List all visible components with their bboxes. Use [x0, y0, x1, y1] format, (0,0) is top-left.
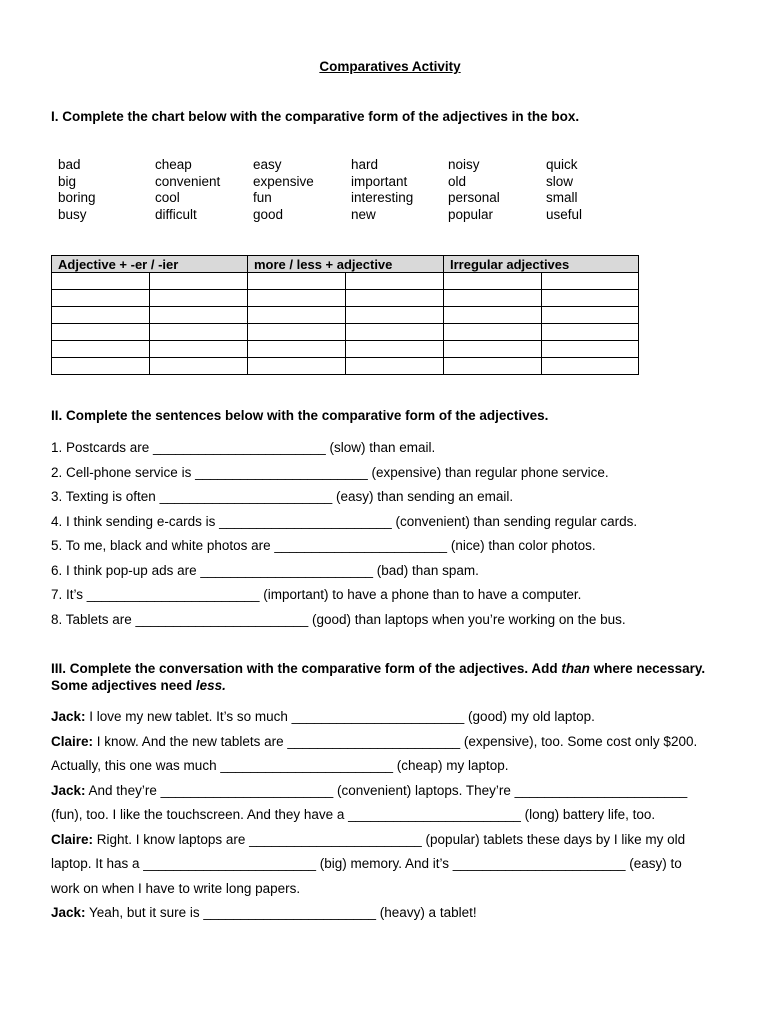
conversation-line — [51, 757, 741, 782]
chart-header-er-ier: Adjective + -er / -ier — [52, 256, 248, 273]
speaker-name: Jack: — [51, 782, 86, 798]
sentence-item: 7. It’s _______________________ (important) to have a phone than to have a computer. — [51, 587, 582, 602]
conversation-text: Right. I know laptops are _______________________ (popular) tablets these days by I like my old — [93, 831, 686, 847]
chart-cell[interactable] — [542, 273, 639, 290]
word-item: important — [351, 173, 408, 189]
sentence-item: 4. I think sending e-cards is _______________________ (convenient) than sending regular cards. — [51, 513, 638, 529]
word-item: boring — [58, 190, 96, 205]
chart-cell[interactable] — [248, 324, 346, 341]
word-item: quick — [546, 157, 578, 172]
word-item: small — [546, 190, 578, 205]
conversation-line — [51, 733, 741, 758]
conversation-line — [51, 831, 741, 856]
chart-cell[interactable] — [444, 341, 542, 358]
word-item: difficult — [155, 206, 197, 222]
speaker-name: Claire: — [51, 831, 94, 847]
section3-heading-emphasis: than — [561, 661, 590, 676]
chart-cell[interactable] — [542, 290, 639, 307]
chart-cell[interactable] — [346, 358, 444, 375]
chart-cell[interactable] — [444, 358, 542, 375]
chart-cell[interactable] — [52, 307, 150, 324]
sentence-item: 5. To me, black and white photos are _______________________ (nice) than color photos. — [51, 538, 596, 553]
chart-row — [52, 307, 639, 324]
chart-cell[interactable] — [444, 324, 542, 341]
chart-cell[interactable] — [52, 324, 150, 341]
chart-cell[interactable] — [444, 307, 542, 324]
chart-cell[interactable] — [52, 273, 150, 290]
chart-cell[interactable] — [346, 307, 444, 324]
conversation-line — [51, 880, 741, 905]
conversation-text: (fun), too. I like the touchscreen. And they have a _______________________ (long) battery life, too. — [51, 807, 656, 822]
chart-cell[interactable] — [150, 324, 248, 341]
word-item: fun — [253, 190, 272, 205]
conversation-text: Yeah, but it sure is _______________________ (heavy) a tablet! — [85, 905, 477, 920]
chart-cell[interactable] — [346, 290, 444, 307]
word-column — [448, 157, 543, 223]
word-item: good — [253, 206, 284, 222]
chart-cell[interactable] — [52, 341, 150, 358]
section3-heading-emphasis: less. — [195, 678, 226, 693]
conversation-text: And they’re _______________________ (convenient) laptops. They’re _______________________ — [85, 782, 688, 798]
conversation-text: I know. And the new tablets are _______________________ (expensive), too. Some cost only $200. — [93, 733, 698, 749]
word-item: noisy — [448, 157, 480, 172]
chart-cell[interactable] — [248, 307, 346, 324]
sentence-item: 3. Texting is often _______________________ (easy) than sending an email. — [51, 489, 514, 504]
conversation — [51, 708, 741, 929]
chart-header-row — [52, 256, 639, 273]
conversation-line — [51, 708, 741, 733]
section3-heading-text: where necessary. — [589, 661, 706, 676]
section3-heading-text: III. Complete the conversation with the comparative form of the adjectives. Add — [51, 661, 562, 676]
speaker-name: Jack: — [51, 709, 86, 724]
chart-row — [52, 358, 639, 375]
chart-cell[interactable] — [52, 290, 150, 307]
word-column — [253, 157, 348, 223]
conversation-text: Actually, this one was much _______________________ (cheap) my laptop. — [51, 758, 509, 773]
comparative-chart-table — [51, 255, 639, 375]
chart-cell[interactable] — [150, 358, 248, 375]
chart-cell[interactable] — [150, 307, 248, 324]
word-item: old — [448, 173, 467, 189]
conversation-text: work on when I have to write long papers. — [51, 880, 301, 896]
chart-row — [52, 273, 639, 290]
page-title: Comparatives Activity — [319, 59, 461, 74]
chart-cell[interactable] — [542, 341, 639, 358]
sentence-list — [51, 439, 741, 635]
word-item: easy — [253, 157, 282, 172]
chart-cell[interactable] — [444, 273, 542, 290]
sentence-item: 2. Cell-phone service is _______________________ (expensive) than regular phone service. — [51, 464, 609, 480]
chart-cell[interactable] — [542, 307, 639, 324]
word-item: slow — [546, 173, 574, 189]
word-column — [155, 157, 250, 223]
conversation-line — [51, 806, 741, 831]
chart-header-more-less: more / less + adjective — [248, 256, 444, 273]
word-item: useful — [546, 206, 583, 222]
word-column — [351, 157, 446, 223]
chart-cell[interactable] — [52, 358, 150, 375]
chart-cell[interactable] — [444, 290, 542, 307]
chart-cell[interactable] — [542, 324, 639, 341]
chart-cell[interactable] — [248, 341, 346, 358]
word-item: big — [58, 173, 77, 189]
word-item: popular — [448, 206, 494, 222]
chart-header-irregular: Irregular adjectives — [444, 256, 639, 273]
word-item: expensive — [253, 173, 314, 189]
word-item: hard — [351, 157, 379, 172]
word-column — [546, 157, 641, 223]
chart-cell[interactable] — [150, 290, 248, 307]
section3-heading-text: Some adjectives need — [51, 678, 196, 693]
chart-row — [52, 341, 639, 358]
section3-heading — [51, 660, 741, 694]
conversation-line — [51, 855, 741, 880]
word-item: convenient — [155, 173, 221, 189]
word-item: personal — [448, 190, 500, 205]
conversation-text: laptop. It has a _______________________ (big) memory. And it’s _______________________ (easy) to — [51, 856, 682, 871]
chart-cell[interactable] — [248, 273, 346, 290]
word-item: bad — [58, 157, 81, 172]
word-item: cheap — [155, 157, 192, 172]
speaker-name: Jack: — [51, 905, 86, 920]
word-item: interesting — [351, 190, 414, 205]
speaker-name: Claire: — [51, 733, 94, 749]
conversation-line — [51, 904, 741, 929]
chart-row — [52, 290, 639, 307]
chart-row — [52, 324, 639, 341]
conversation-line — [51, 782, 741, 807]
word-column — [58, 157, 153, 223]
word-item: cool — [155, 190, 180, 205]
section1-heading: I. Complete the chart below with the comparative form of the adjectives in the box. — [51, 109, 580, 124]
chart-cell[interactable] — [150, 273, 248, 290]
chart-cell[interactable] — [346, 341, 444, 358]
chart-cell[interactable] — [248, 290, 346, 307]
word-item: new — [351, 206, 376, 222]
section2-heading: II. Complete the sentences below with the comparative form of the adjectives. — [51, 408, 549, 423]
sentence-item: 8. Tablets are _______________________ (good) than laptops when you’re working on the bus. — [51, 611, 626, 627]
chart-cell[interactable] — [150, 341, 248, 358]
conversation-text: I love my new tablet. It’s so much _______________________ (good) my old laptop. — [85, 709, 595, 724]
chart-cell[interactable] — [346, 273, 444, 290]
chart-cell[interactable] — [346, 324, 444, 341]
sentence-item: 1. Postcards are _______________________ (slow) than email. — [51, 440, 436, 455]
chart-cell[interactable] — [542, 358, 639, 375]
word-item: busy — [58, 206, 87, 222]
chart-cell[interactable] — [248, 358, 346, 375]
sentence-item: 6. I think pop-up ads are _______________________ (bad) than spam. — [51, 562, 479, 578]
